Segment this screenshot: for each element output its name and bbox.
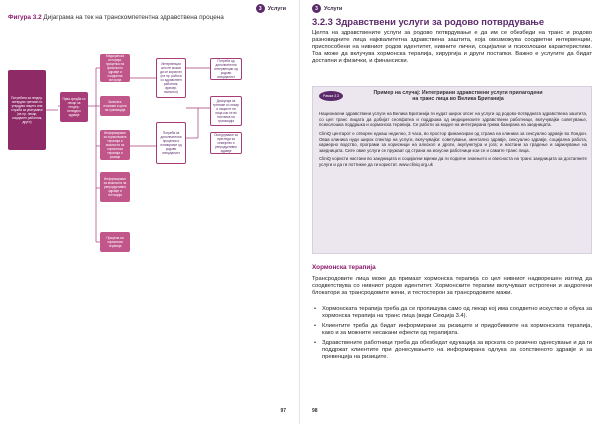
section-label: Услуги xyxy=(267,5,286,12)
diagram-additional-node: Потреба од дополнителни интервенции од родови специјалист xyxy=(210,58,242,80)
sub-heading: Хормонска терапија xyxy=(312,264,376,271)
box-title: Пример на случај: Интегрирани здравствени услуги прилагодени на транс лица во Велика Британија xyxy=(373,90,543,102)
section-label: Услуги xyxy=(324,5,343,12)
diagram-first-visit-node: Прва средба со лекар за гендер-потврдно здравје xyxy=(60,92,88,122)
diagram-insurance-node: Осигурување за прегледи за семејство и репродуктивно здравје xyxy=(210,132,242,154)
diagram-history-node: Медицинска историја, проценка на физичкото здравје и социјална историја xyxy=(100,54,130,82)
box-body xyxy=(319,111,587,171)
bullet-item: • Хормонската терапија треба да се пропишува само од лекар кој има соодветно искуство и обука за хормонска терапија на транс лица (види Секција 3.4). xyxy=(312,306,592,320)
section-number-badge: 3 xyxy=(312,4,321,13)
case-study-box xyxy=(312,86,592,254)
diagram-specialist-node: Потреба за дополнителна проценка и планирање од родови специјалист xyxy=(156,122,186,164)
figure-caption-prefix: Фигура 3.2 xyxy=(8,14,42,21)
bullet-item: • Клиентите треба да бидат информирани за ризиците и придобивките на хормонската терапија, како и за можните несакани ефекти од терапијата. xyxy=(312,323,592,337)
section-tab xyxy=(312,4,342,13)
diagram-reproductive-node: Информирање за можности за репродуктивно здравје и гестација xyxy=(100,172,130,202)
diagram-hormone-assessment-node: Процена на хормонска терапија xyxy=(100,232,130,252)
section-title: 3.2.3 Здравствени услуги за родово потврдување xyxy=(312,16,545,27)
diagram-interventions-node: Интервенции што не можат да се користат (на пр. работа со здравствен работник, фризер, психолог) xyxy=(156,58,186,98)
figure-caption-text: Дијаграма на тек на транскомпетентна здравствена процена xyxy=(43,14,224,21)
bullet-item: • Здравствените работници треба да обезбедат едукација за врската со ризично однесување и да ги поддржат клиентите при донесувањето на информирана одлука за сопственото здравје и за превенција на ризиците. xyxy=(312,340,592,361)
intro-paragraph: Целта на здравствените услуги за родово потврдување е да им се обезбеди на транс и родово разновидните лица најквалитетна здравствена заштита, која овозможува соодветни интервенции, приспособени на нивниот родов идентитет, нивните лични, социјални и психолошки карактеристики. Тоа може да вклучува хормонска терапија, хирургија и други постапки. Важно е услугите да бидат достапни и физички, и финансиски. xyxy=(312,30,592,65)
diagram-hormone-info-node: Информирање за хормонската терапија и можности за хормонска терапија и ризици xyxy=(100,130,130,160)
sub-body: Трансродовите лица може да примаат хормонска терапија со цел нивниот надворешен изглед да соодветствува со нивниот родов идентитет. Хормонските терапии вклучуваат естрогени и андрогени блокатори за трансродовите жени, и тестостерон за трансродовите мажи. xyxy=(312,276,592,297)
diagram-goals-node: Залогата, планови и цели на транзиција xyxy=(100,96,130,116)
box-label-badge: Рамка 3.3 xyxy=(319,91,343,101)
section-number-badge: 3 xyxy=(256,4,265,13)
box-paragraph: Национални здравствени услуги на Велика Британија ги нудат широк опсег на услуги од родово-потврдната здравствена заштита, со цел транс лицата да добијат сеопфатна и поддршка од медицинските здравствени работници, вклучувајќи советување, психолошка поддршка и хормонска терапија. Се работи за модел на интегрирана грижа базирана на заедницата. xyxy=(319,111,587,128)
box-paragraph: CliniQ користи настани во заедницата и социјални мрежи да ги подигне знаењето и свесноста на транс заедницата за достапните услуги и да ги поттикне да ги користат. www.cliniq.org.uk xyxy=(319,156,587,167)
page-number: 97 xyxy=(280,408,286,414)
diagram-discussion-node: Дискусија за третман со лекар и пациент на лица кои се во постапка на транзиција xyxy=(210,96,242,126)
right-page xyxy=(300,0,600,424)
page-number: 98 xyxy=(312,408,318,414)
bullet-list xyxy=(312,306,592,364)
box-paragraph: CliniQ центарот е отворен еднаш неделно, 3 часа, во простор финансиран од страна на клиника за сексуално здравје во Лондон. Оваа клиника нуди широк спектар на услуги, вклучувајќи: советување, ментално здравје, сексуално здравје, социјална работа, кариерно водство, програми за корисници на алкохол и дроги, акупунктура и јога; и настани за градење и зајакнување на заедницата. Сите овие услуги се пружаат од страна на искусни работници кои се и самите транс лица. xyxy=(319,130,587,153)
diagram-root-node: Потребата за гендер-потврдни третман ги утврдува лицето или служба за упатување (на пр. лекар, социјален работник, друго) xyxy=(8,70,46,150)
